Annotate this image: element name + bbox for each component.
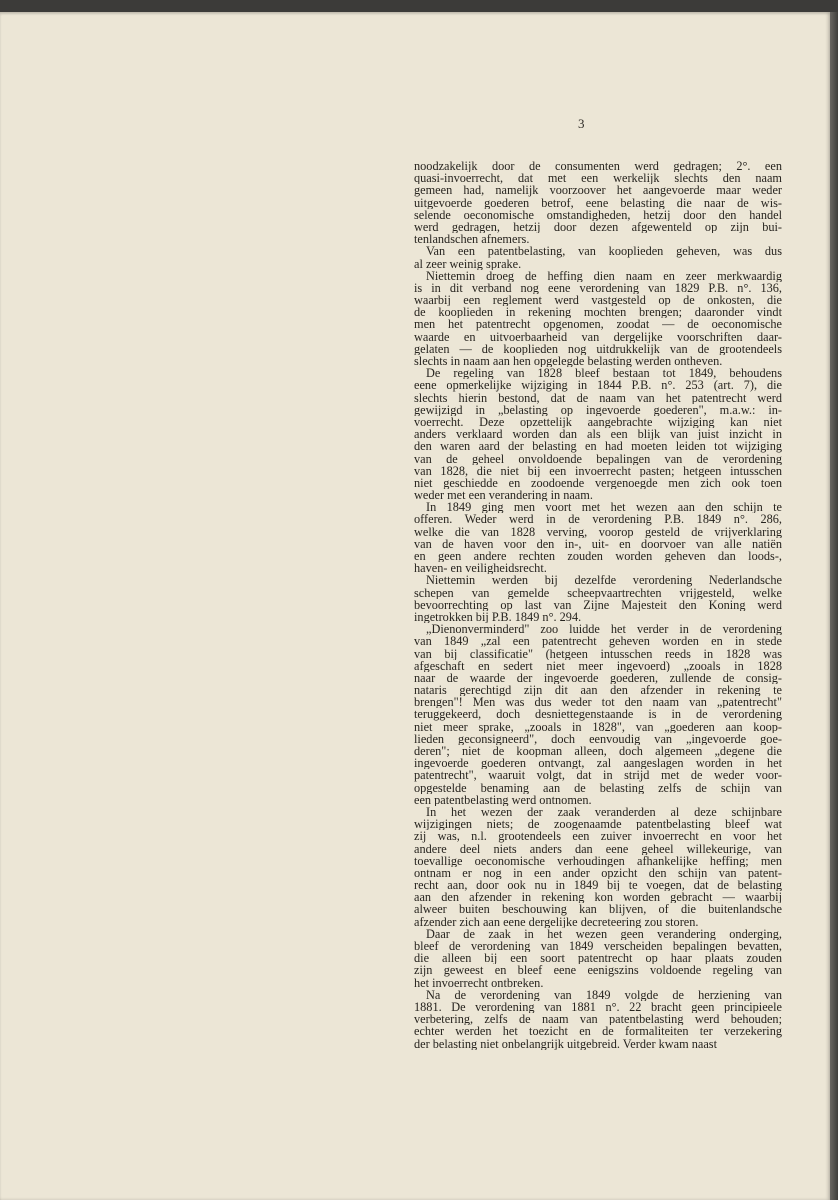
text-line: van de geheel onvoldoende bepalingen van de verordening [414, 452, 782, 465]
body-text [414, 160, 782, 1050]
text-line: „Dienonverminderd" zoo luidde het verder in de verordening [426, 623, 782, 636]
text-line: slechts in naam aan hen opgelegde belasting werden ontheven. [414, 355, 723, 368]
scan-top-edge [0, 0, 838, 12]
paragraph [414, 928, 782, 989]
text-line: weder met een verandering in naam. [414, 489, 593, 502]
document-page [0, 12, 830, 1200]
text-line: Niettemin droeg de heffing dien naam en zeer merkwaardig [426, 269, 782, 282]
text-line: recht aan, door ook nu in 1849 bij te voegen, dat de belasting [414, 879, 782, 892]
text-line: Niettemin werden bij dezelfde verordening Nederlandsche [426, 574, 782, 587]
text-line: naar de waarde der ingevoerde goederen, zullende de consig- [414, 671, 782, 685]
text-line: gelaten — de kooplieden nog uitdrukkelijk van de grootendeels [414, 342, 782, 355]
text-line: bleef de verordening van 1849 verscheiden bepalingen bevatten, [414, 940, 782, 953]
text-line: haven- en veiligheidsrecht. [414, 562, 547, 575]
text-line: opgestelde benaming aan de belasting zelfs de schijn van [414, 781, 782, 794]
paragraph [414, 160, 782, 245]
text-line: offeren. Weder werd in de verordening P.B. 1849 n°. 286, [414, 513, 782, 526]
text-line: Daar de zaak in het wezen geen verandering onderging, [426, 927, 782, 940]
text-line: deren"; niet de koopman alleen, doch algemeen „degene die [414, 745, 782, 758]
text-line: aan den afzender in rekening kon worden gebracht — waarbij [414, 891, 782, 904]
text-line: voerrecht. Deze opzettelijk aangebrachte wijziging kan niet [414, 415, 782, 429]
text-line: toevallige oeconomische verhoudingen afhankelijke heffing; men [414, 854, 782, 867]
text-line: en geen andere rechten zouden worden geheven dan loods-, [414, 550, 782, 563]
text-line: werd gedragen, hetzij door dezen afgewenteld op zijn bui- [414, 220, 782, 234]
paragraph [414, 574, 782, 623]
text-line: anders verklaard worden dan als een blijk van juist inzicht in [414, 428, 782, 441]
page-number: 3 [578, 116, 585, 131]
text-line: ontnam er nog in een ander opzicht den schijn van patent- [414, 866, 782, 880]
text-line: ingevoerde goederen ontvangt, zal aangeslagen worden in het [414, 757, 782, 770]
text-line: is in dit verband nog eene verordening van 1829 P.B. n°. 136, [414, 281, 782, 295]
text-line: zij was, n.l. grootendeels een zuiver invoerrecht en voor het [414, 830, 782, 843]
text-line: welke die van 1828 verving, voorop gesteld de vrijverklaring [414, 525, 782, 538]
text-line: gewijzigd in „belasting op ingevoerde goederen", m.a.w.: in- [414, 403, 782, 416]
text-line: men het patentrecht opgenomen, zoodat — de oeconomische [414, 318, 782, 331]
paragraph [414, 367, 782, 501]
paragraph [414, 623, 782, 806]
text-line: slechts hierin bestond, dat de naam van het patentrecht werd [414, 391, 782, 404]
text-line: De regeling van 1828 bleef bestaan tot 1849, behoudens [426, 367, 782, 380]
text-line: tenlandschen afnemers. [414, 233, 530, 246]
text-line: niet meer sprake, „zooals in 1828", van „goederen aan koop- [414, 720, 782, 733]
text-line: het invoerrecht ontbreken. [414, 976, 544, 989]
text-line: verbetering, zelfs de naam van patentbelasting werd behouden; [414, 1013, 782, 1026]
paragraph [414, 989, 782, 1050]
text-line: ingetrokken bij P.B. 1849 n°. 294. [414, 610, 582, 624]
paragraph [414, 806, 782, 928]
text-line: van bij classificatie" (hetgeen intusschen reeds in 1828 was [414, 647, 782, 660]
text-line: de kooplieden in rekening mochten brengen; daaronder vindt [414, 306, 782, 319]
text-line: die alleen bij een soort patentrecht op haar plaats zouden [414, 952, 782, 965]
paragraph [414, 245, 782, 269]
text-line: alweer buiten beschouwing kan blijven, of die buitenlandsche [414, 903, 782, 916]
text-line: gemeen had, namelijk voorzoover het aangevoerde maar weder [414, 184, 782, 197]
text-line: patentrecht", waaruit volgt, dat in strijd met de weder voor- [414, 769, 782, 782]
text-line: In 1849 ging men voort met het wezen aan den schijn te [426, 501, 782, 514]
text-line: der belasting niet onbelangrijk uitgebreid. Verder kwam naast [414, 1037, 718, 1050]
text-line: afgeschaft en sedert niet meer ingevoerd) „zooals in 1828 [414, 659, 782, 672]
text-line: teruggekeerd, doch desniettegenstaande is in de verordening [414, 708, 782, 721]
text-line: uitgevoerde goederen betrof, eene belasting die naar de wis- [414, 196, 782, 209]
text-line: van 1828, die niet bij een invoerrecht pasten; hetgeen intusschen [414, 464, 782, 477]
text-line: een patentbelasting werd ontnomen. [414, 793, 592, 806]
text-line: Na de verordening van 1849 volgde de herziening van [426, 988, 782, 1001]
text-line: den waren aard der belasting en had moeten leiden tot wijziging [414, 440, 782, 453]
text-line: echter werden het toezicht en de formaliteiten ter verzekering [414, 1025, 782, 1038]
text-line: schepen van gemelde scheepvaartrechten vrijgesteld, welke [414, 586, 782, 599]
text-line: selende oeconomische omstandigheden, hetzij door den handel [414, 208, 782, 221]
text-line: zijn geweest en bleef eene eenigszins voldoende regeling van [414, 964, 782, 977]
text-line: noodzakelijk door de consumenten werd gedragen; 2°. een [414, 160, 782, 173]
text-line: wijzigingen niets; de zoogenaamde patentbelasting bleef wat [414, 818, 782, 831]
text-line: nataris gerechtigd zijn dit aan den afzender in rekening te [414, 684, 782, 697]
text-line: andere deel niets anders dan eene geheel willekeurige, van [414, 842, 782, 855]
text-line: In het wezen der zaak veranderden al deze schijnbare [426, 805, 782, 819]
text-line: 1881. De verordening van 1881 n°. 22 bracht geen principieele [414, 1000, 782, 1014]
text-line: bevoorrechting op last van Zijne Majesteit den Koning werd [414, 598, 782, 611]
text-line: van de haven voor den in-, uit- en doorvoer van alle natiën [414, 537, 782, 550]
paragraph [414, 501, 782, 574]
text-line: waarde en uitvoerbaarheid van dergelijke voorschriften daar- [414, 330, 782, 343]
text-line: eene opmerkelijke wijziging in 1844 P.B. n°. 253 (art. 7), die [414, 379, 782, 392]
text-line: afzender zich aan eene dergelijke decreteering zou storen. [414, 915, 699, 928]
paragraph [414, 270, 782, 368]
scan-right-edge [830, 12, 838, 1200]
text-line: Van een patentbelasting, van kooplieden geheven, was dus [426, 245, 782, 258]
text-line: waarbij een reglement werd vastgesteld op de onkosten, die [414, 294, 782, 307]
text-line: lieden geconsigneerd", doch eenvoudig van „ingevoerde goe- [414, 732, 782, 745]
text-line: al zeer weinig sprake. [414, 257, 522, 270]
text-line: quasi-invoerrecht, dat met een werkelijk slechts den naam [414, 172, 782, 185]
text-line: van 1849 „zal een patentrecht geheven worden en in stede [414, 635, 782, 648]
text-line: niet geschiedde en zoodoende vergenoegde men zich ook toen [414, 476, 782, 490]
text-line: brengen"! Men was dus weder tot den naam van „patentrecht" [414, 696, 782, 709]
